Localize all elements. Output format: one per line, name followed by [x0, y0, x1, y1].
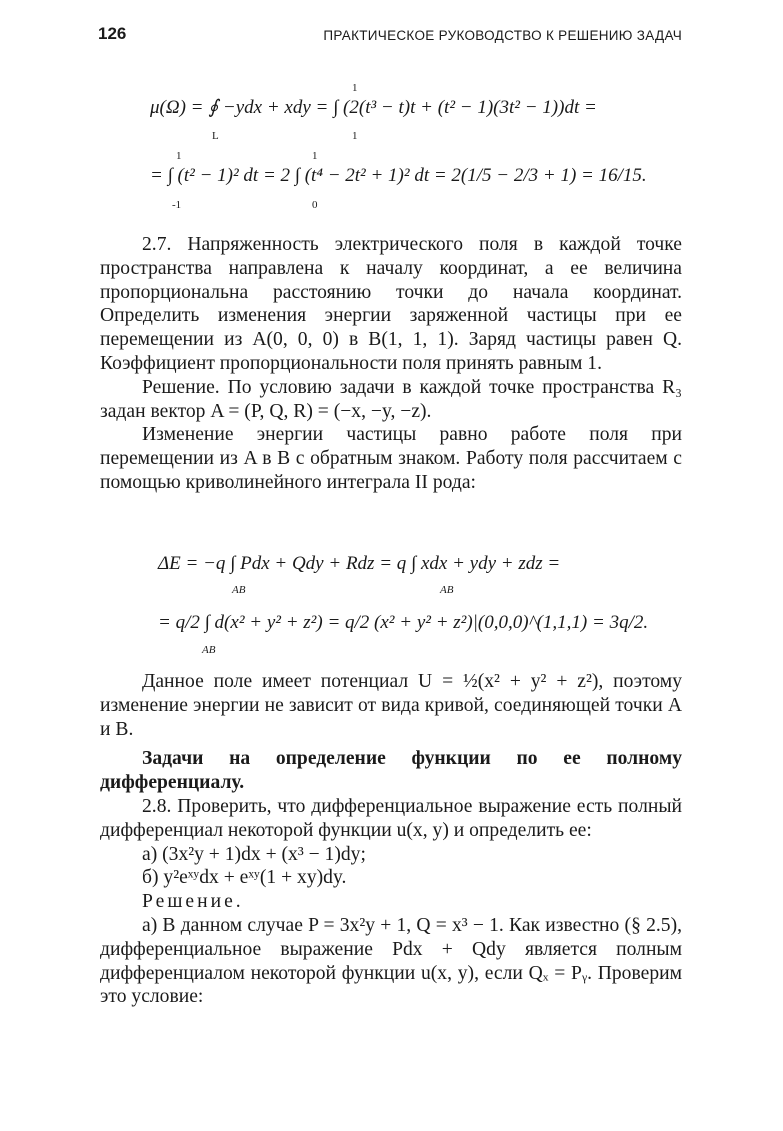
running-title: ПРАКТИЧЕСКОЕ РУКОВОДСТВО К РЕШЕНИЮ ЗАДАЧ [323, 28, 682, 43]
integral-upper-limit: 1 [352, 82, 358, 94]
formula-energy-line1: ΔE = −q ∫ Pdx + Qdy + Rdz = q ∫ xdx + ydy + zdz = [158, 553, 561, 574]
energy-paragraph: Изменение энергии частицы равно работе поля при перемещении из A в B с обратным знаком. Работу поля рассчитаем с помощью криволинейного интеграла II рода: [100, 424, 682, 493]
formula-mu-line2: = ∫ (t² − 1)² dt = 2 ∫ (t⁴ − 2t² + 1)² dt = 2(1/5 − 2/3 + 1) = 16/15. [150, 165, 647, 186]
problem-2-7-text: 2.7. Напряженность электрического поля в каждой точке пространства направлена к началу координат, а ее величина пропорциональна расстоянию точки до начала координат. Определить изменения энергии заряженной частицы при ее перемещении из A(0, 0, 0) в B(1, 1, 1). Заряд частицы равен Q. Коэффициент пропорциональности поля принять равным 1. [100, 234, 682, 374]
integral-lower-limit: 0 [312, 199, 318, 211]
solution-label: Решение. [142, 891, 244, 913]
continuation [100, 670, 682, 1009]
problem-item-b: б) y²eˣʸdx + eˣʸ(1 + xy)dy. [142, 867, 347, 889]
integral-upper-limit: 1 [176, 150, 182, 162]
final-paragraph: а) В данном случае P = 3x²y + 1, Q = x³ − 1. Как известно (§ 2.5), дифференциальное выражение Pdx + Qdy является полным дифференциалом некоторой функции u(x, y), если Qₓ = Pᵧ. Проверим это условие: [100, 914, 682, 1008]
path-subscript: AB [440, 584, 454, 596]
problem-2-8-text: 2.8. Проверить, что дифференциальное выражение есть полный дифференциал некоторой функции u(x, y) и определить ее: [100, 795, 682, 841]
potential-paragraph: Данное поле имеет потенциал U = ½(x² + y² + z²), поэтому изменение энергии не зависит от вида кривой, соединяющей точки A и B. [100, 671, 682, 740]
formula-energy-line2: = q/2 ∫ d(x² + y² + z²) = q/2 (x² + y² + z²)|(0,0,0)^(1,1,1) = 3q/2. [158, 612, 649, 633]
path-subscript: AB [202, 644, 216, 656]
solution-paragraph: Решение. По условию задачи в каждой точке пространства R₃ задан вектор A = (P, Q, R) = (−x, −y, −z). [100, 376, 682, 422]
integral-lower-limit: -1 [172, 199, 182, 211]
problem-2-7 [100, 233, 682, 495]
path-subscript: AB [232, 584, 246, 596]
section-heading: Задачи на определение функции по ее полному дифференциалу. [100, 748, 682, 794]
page-number: 126 [98, 24, 127, 43]
integral-lower-limit: 1 [352, 130, 358, 142]
contour-subscript: L [212, 130, 219, 142]
problem-item-a: а) (3x²y + 1)dx + (x³ − 1)dy; [142, 843, 366, 865]
integral-upper-limit: 1 [312, 150, 318, 162]
formula-mu-line1: μ(Ω) = ∮ −ydx + xdy = ∫ (2(t³ − t)t + (t² − 1)(3t² − 1))dt = [150, 97, 597, 118]
